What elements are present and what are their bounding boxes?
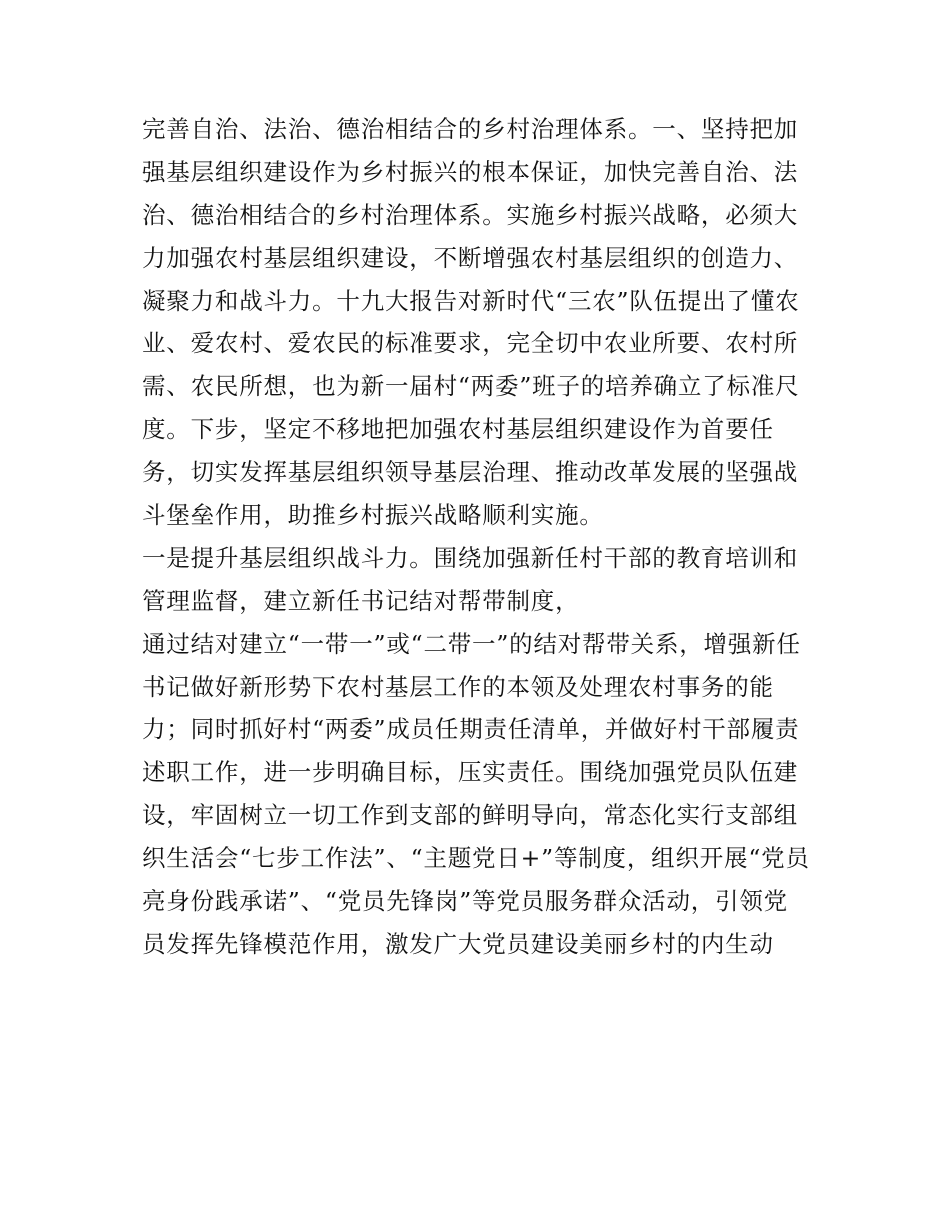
text-line: 度。下步，坚定不移地把加强农村基层组织建设作为首要任 <box>142 415 774 444</box>
text-line: 织生活会“七步工作法”、“主题党日+”等制度，组织开展“党员 <box>142 844 810 873</box>
text-line: 治、德治相结合的乡村治理体系。实施乡村振兴战略，必须大 <box>142 200 799 229</box>
text-line: 员发挥先锋模范作用，激发广大党员建设美丽乡村的内生动 <box>142 929 774 958</box>
text-line: 述职工作，进一步明确目标，压实责任。围绕加强党员队伍建 <box>142 758 799 787</box>
text-line: 一是提升基层组织战斗力。围绕加强新任村干部的教育培训和 <box>142 543 799 572</box>
text-line: 凝聚力和战斗力。十九大报告对新时代“三农”队伍提出了懂农 <box>142 286 800 315</box>
text-line: 设，牢固树立一切工作到支部的鲜明导向，常态化实行支部组 <box>142 801 799 830</box>
text-line: 书记做好新形势下农村基层工作的本领及处理农村事务的能 <box>142 672 774 701</box>
text-line: 力加强农村基层组织建设，不断增强农村基层组织的创造力、 <box>142 243 799 272</box>
text-line: 斗堡垒作用，助推乡村振兴战略顺利实施。 <box>142 501 604 530</box>
text-line: 完善自治、法治、德治相结合的乡村治理体系。一、坚持把加 <box>142 115 799 143</box>
text-line: 亮身份践承诺”、“党员先锋岗”等党员服务群众活动，引领党 <box>142 887 788 916</box>
text-line: 强基层组织建设作为乡村振兴的根本保证，加快完善自治、法 <box>142 157 799 186</box>
text-line: 业、爱农村、爱农民的标准要求，完全切中农业所要、农村所 <box>142 329 799 358</box>
text-line: 力；同时抓好村“两委”成员任期责任清单，并做好村干部履责 <box>142 715 800 744</box>
text-line: 通过结对建立“一带一”或“二带一”的结对帮带关系，增强新任 <box>142 629 801 658</box>
text-line: 管理监督，建立新任书记结对帮带制度， <box>142 586 580 615</box>
text-line: 需、农民所想，也为新一届村“两委”班子的培养确立了标准尺 <box>142 372 800 401</box>
text-line: 务，切实发挥基层组织领导基层治理、推动改革发展的坚强战 <box>142 458 799 487</box>
body-text <box>142 108 822 966</box>
